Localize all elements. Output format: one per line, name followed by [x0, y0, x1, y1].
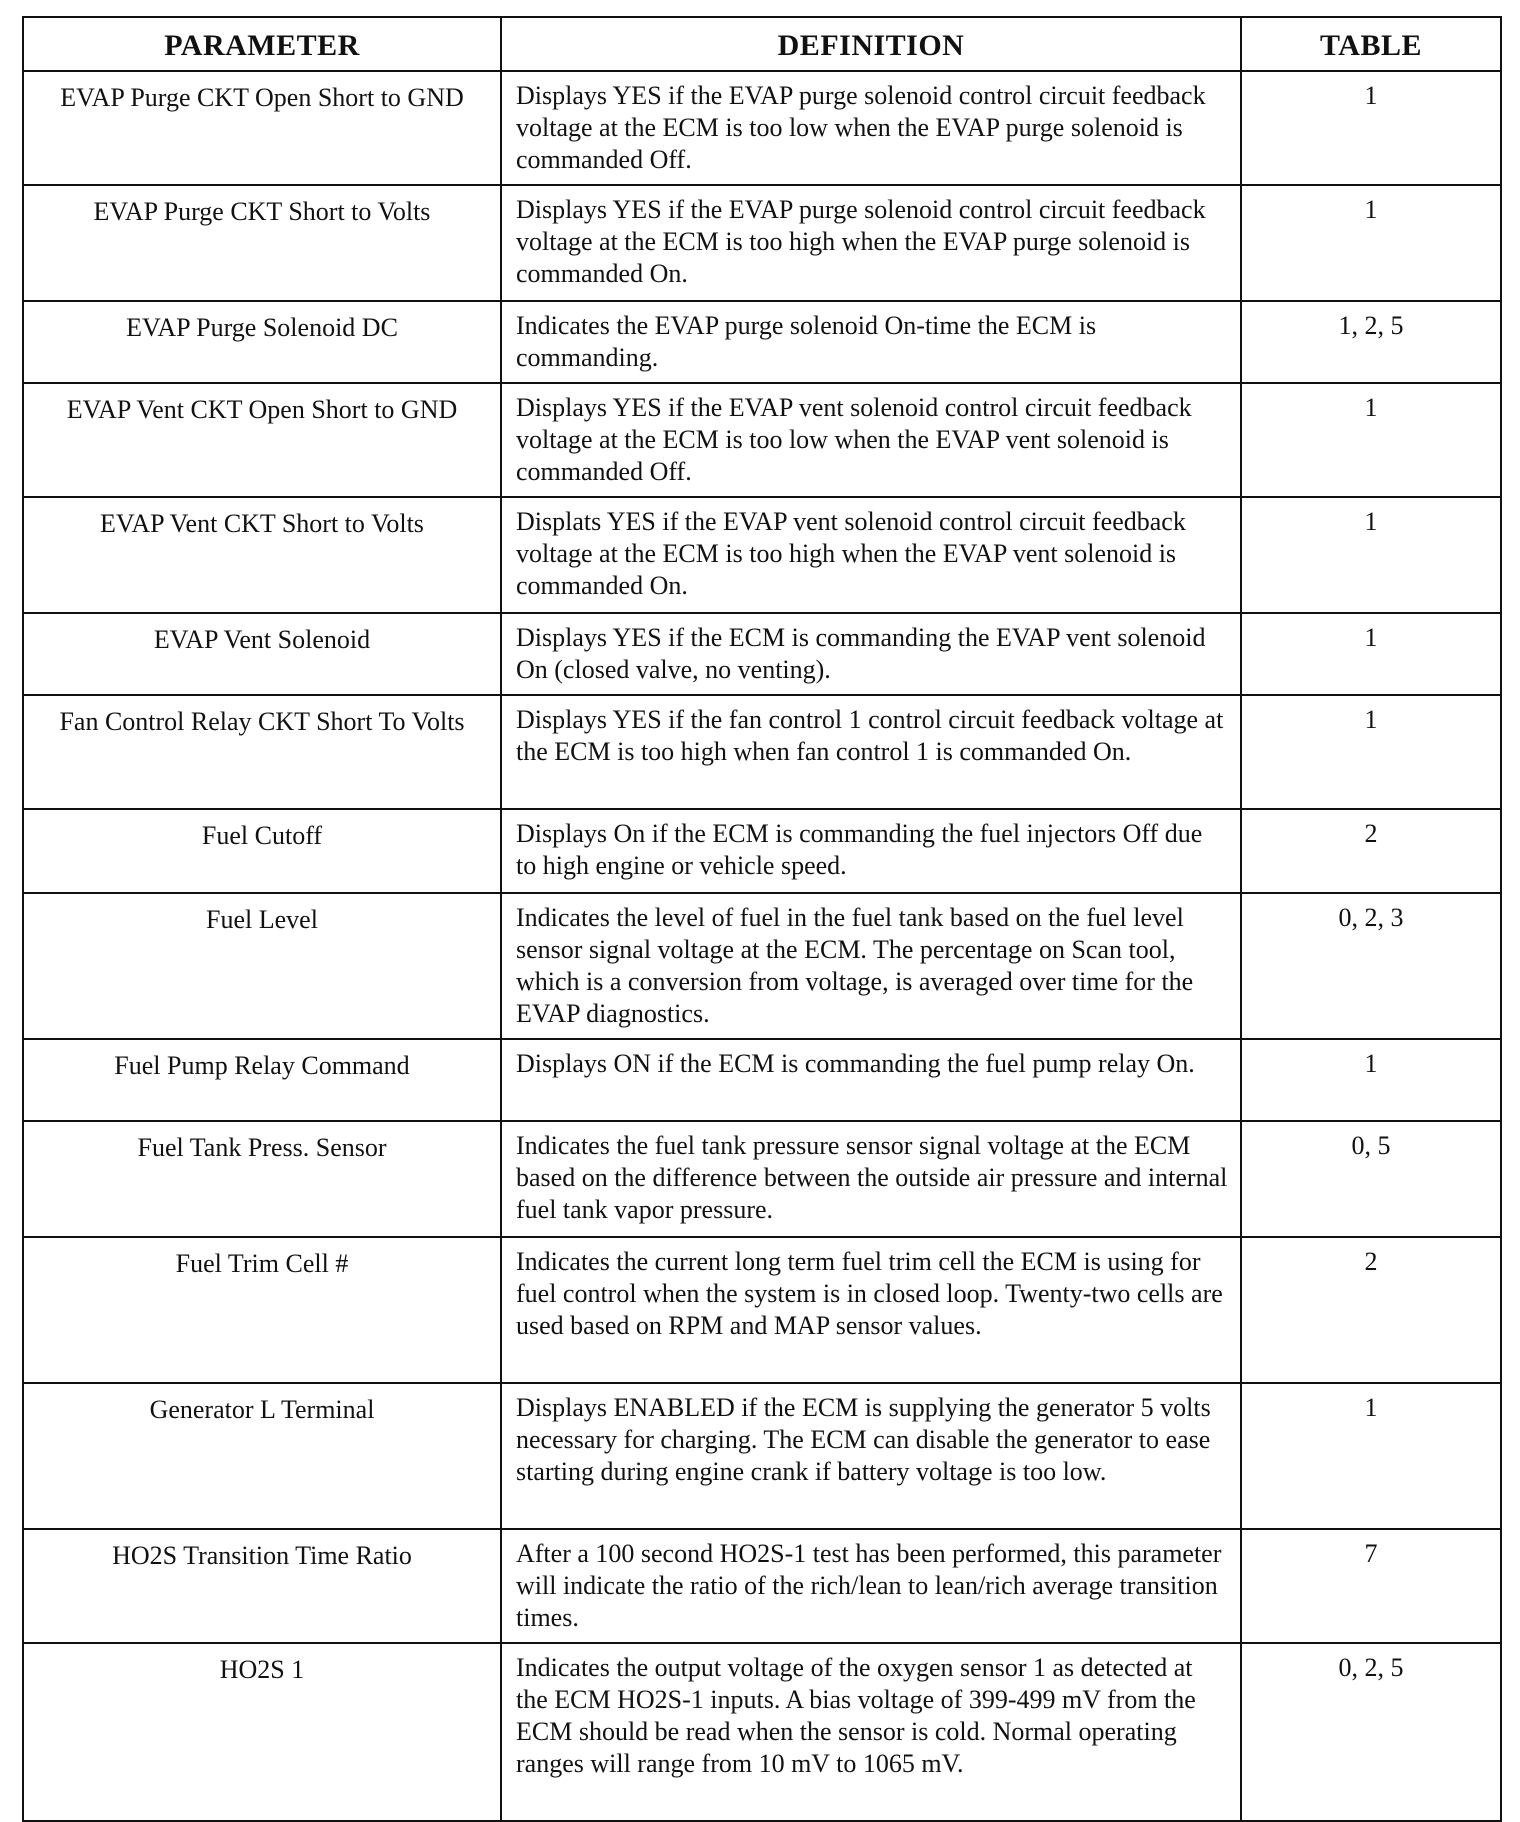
definition-cell: Indicates the EVAP purge solenoid On-time the ECM is commanding. — [501, 301, 1241, 383]
table-row — [23, 613, 1501, 695]
table-ref-cell: 7 — [1241, 1529, 1501, 1643]
table-row — [23, 301, 1501, 383]
table-row — [23, 185, 1501, 301]
definition-cell: Displays On if the ECM is commanding the fuel injectors Off due to high engine or vehicle speed. — [501, 809, 1241, 893]
definition-cell: Displays ON if the ECM is commanding the fuel pump relay On. — [501, 1039, 1241, 1121]
header-table: TABLE — [1241, 17, 1501, 71]
table-row — [23, 497, 1501, 613]
definition-cell: Indicates the current long term fuel trim cell the ECM is using for fuel control when the system is in closed loop. Twenty-two cells are used based on RPM and MAP sensor values. — [501, 1237, 1241, 1383]
parameter-cell: Fuel Level — [23, 893, 501, 1039]
table-ref-cell: 0, 2, 5 — [1241, 1643, 1501, 1821]
header-definition: DEFINITION — [501, 17, 1241, 71]
table-row — [23, 809, 1501, 893]
table-ref-cell: 2 — [1241, 809, 1501, 893]
header-parameter: PARAMETER — [23, 17, 501, 71]
definition-cell: Displays YES if the EVAP vent solenoid control circuit feedback voltage at the ECM is too low when the EVAP vent solenoid is commanded Off. — [501, 383, 1241, 497]
parameter-cell: HO2S 1 — [23, 1643, 501, 1821]
parameter-cell: EVAP Vent Solenoid — [23, 613, 501, 695]
definition-cell: Displays YES if the ECM is commanding the EVAP vent solenoid On (closed valve, no venting). — [501, 613, 1241, 695]
parameter-cell: Generator L Terminal — [23, 1383, 501, 1529]
table-row — [23, 1121, 1501, 1237]
parameter-cell: EVAP Purge Solenoid DC — [23, 301, 501, 383]
table-ref-cell: 1 — [1241, 613, 1501, 695]
parameter-table — [22, 16, 1502, 1822]
table-row — [23, 383, 1501, 497]
definition-cell: Displays ENABLED if the ECM is supplying the generator 5 volts necessary for charging. The ECM can disable the generator to ease starting during engine crank if battery voltage is too low. — [501, 1383, 1241, 1529]
parameter-cell: HO2S Transition Time Ratio — [23, 1529, 501, 1643]
table-row — [23, 1643, 1501, 1821]
table-row — [23, 893, 1501, 1039]
definition-cell: Displays YES if the EVAP purge solenoid control circuit feedback voltage at the ECM is too high when the EVAP purge solenoid is commanded On. — [501, 185, 1241, 301]
table-ref-cell: 1 — [1241, 1039, 1501, 1121]
table-row — [23, 1237, 1501, 1383]
table-row — [23, 695, 1501, 809]
definition-cell: Displays YES if the fan control 1 control circuit feedback voltage at the ECM is too high when fan control 1 is commanded On. — [501, 695, 1241, 809]
definition-cell: Indicates the level of fuel in the fuel tank based on the fuel level sensor signal voltage at the ECM. The percentage on Scan tool, which is a conversion from voltage, is averaged over time for the EVAP diagnostics. — [501, 893, 1241, 1039]
table-row — [23, 71, 1501, 185]
table-ref-cell: 0, 5 — [1241, 1121, 1501, 1237]
table-row — [23, 1039, 1501, 1121]
table-ref-cell: 0, 2, 3 — [1241, 893, 1501, 1039]
table-ref-cell: 1 — [1241, 1383, 1501, 1529]
parameter-sheet — [22, 16, 1500, 1822]
definition-cell: Displays YES if the EVAP purge solenoid control circuit feedback voltage at the ECM is too low when the EVAP purge solenoid is commanded Off. — [501, 71, 1241, 185]
parameter-cell: Fuel Trim Cell # — [23, 1237, 501, 1383]
definition-cell: Displats YES if the EVAP vent solenoid control circuit feedback voltage at the ECM is too high when the EVAP vent solenoid is commanded On. — [501, 497, 1241, 613]
definition-cell: Indicates the fuel tank pressure sensor signal voltage at the ECM based on the difference between the outside air pressure and internal fuel tank vapor pressure. — [501, 1121, 1241, 1237]
definition-cell: After a 100 second HO2S-1 test has been performed, this parameter will indicate the ratio of the rich/lean to lean/rich average transition times. — [501, 1529, 1241, 1643]
table-ref-cell: 1, 2, 5 — [1241, 301, 1501, 383]
table-ref-cell: 1 — [1241, 695, 1501, 809]
table-ref-cell: 1 — [1241, 185, 1501, 301]
parameter-cell: EVAP Purge CKT Short to Volts — [23, 185, 501, 301]
table-ref-cell: 2 — [1241, 1237, 1501, 1383]
parameter-cell: Fan Control Relay CKT Short To Volts — [23, 695, 501, 809]
table-ref-cell: 1 — [1241, 71, 1501, 185]
table-ref-cell: 1 — [1241, 497, 1501, 613]
parameter-cell: EVAP Vent CKT Open Short to GND — [23, 383, 501, 497]
definition-cell: Indicates the output voltage of the oxygen sensor 1 as detected at the ECM HO2S-1 inputs. A bias voltage of 399-499 mV from the ECM should be read when the sensor is cold. Normal operating ranges will range from 10 mV to 1065 mV. — [501, 1643, 1241, 1821]
parameter-cell: EVAP Vent CKT Short to Volts — [23, 497, 501, 613]
parameter-cell: Fuel Cutoff — [23, 809, 501, 893]
header-row — [23, 17, 1501, 71]
table-row — [23, 1529, 1501, 1643]
parameter-cell: EVAP Purge CKT Open Short to GND — [23, 71, 501, 185]
parameter-cell: Fuel Tank Press. Sensor — [23, 1121, 501, 1237]
table-ref-cell: 1 — [1241, 383, 1501, 497]
parameter-cell: Fuel Pump Relay Command — [23, 1039, 501, 1121]
table-row — [23, 1383, 1501, 1529]
